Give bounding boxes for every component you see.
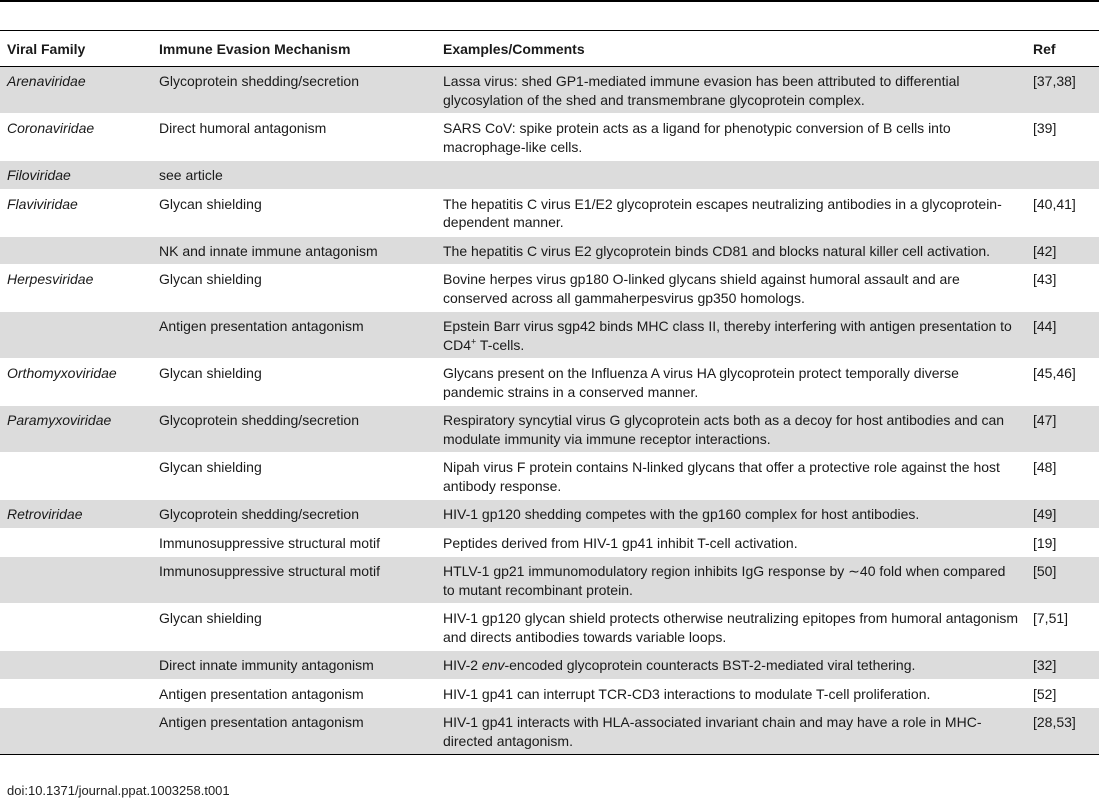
- cell-ref: [45,46]: [1026, 359, 1099, 406]
- example-text: Respiratory syncytial virus G glycoprotein acts both as a decoy for host antibodies and can modulate immunity via immune receptor interactions.: [443, 412, 1005, 447]
- table-header-row: [0, 32, 1099, 67]
- cell-mechanism: Glycoprotein shedding/secretion: [152, 406, 436, 453]
- table-row: [0, 708, 1099, 755]
- table-row: [0, 406, 1099, 453]
- table-row: [0, 453, 1099, 500]
- cell-mechanism: Immunosuppressive structural motif: [152, 557, 436, 604]
- cell-mechanism: Glycan shielding: [152, 453, 436, 500]
- cell-ref: [28,53]: [1026, 708, 1099, 755]
- cell-ref: [52]: [1026, 679, 1099, 708]
- cell-viral-family: Filoviridae: [0, 161, 152, 190]
- table-row: [0, 557, 1099, 604]
- example-text: Lassa virus: shed GP1-mediated immune evasion has been attributed to differential glycosylation of the shed and transmembrane glycoprotein complex.: [443, 73, 960, 108]
- cell-viral-family: [0, 453, 152, 500]
- cell-ref: [39]: [1026, 114, 1099, 161]
- cell-mechanism: Antigen presentation antagonism: [152, 679, 436, 708]
- table-row: [0, 651, 1099, 680]
- cell-example: [436, 604, 1026, 651]
- cell-example: [436, 406, 1026, 453]
- example-text-continued: T-cells.: [476, 336, 525, 353]
- table-row: [0, 67, 1099, 114]
- table-row: [0, 312, 1099, 359]
- example-text: Bovine herpes virus gp180 O-linked glycans shield against humoral assault and are conserved across all gammaherpesvirus gp350 homologs.: [443, 271, 960, 306]
- table-row: [0, 679, 1099, 708]
- table-header-top-rule: [0, 30, 1099, 31]
- cell-mechanism: NK and innate immune antagonism: [152, 236, 436, 265]
- cell-viral-family: Arenaviridae: [0, 67, 152, 114]
- header-ref: Ref: [1026, 32, 1099, 67]
- cell-example: [436, 236, 1026, 265]
- cell-viral-family: [0, 312, 152, 359]
- cell-example: [436, 500, 1026, 529]
- cell-viral-family: Retroviridae: [0, 500, 152, 529]
- cell-viral-family: Coronaviridae: [0, 114, 152, 161]
- cell-ref: [42]: [1026, 236, 1099, 265]
- table-row: [0, 528, 1099, 557]
- example-italic-text: env: [481, 657, 505, 673]
- example-text: Peptides derived from HIV-1 gp41 inhibit T-cell activation.: [443, 534, 798, 551]
- table-row: [0, 359, 1099, 406]
- cell-example: [436, 679, 1026, 708]
- cell-example: [436, 359, 1026, 406]
- cell-ref: [50]: [1026, 557, 1099, 604]
- cell-example: [436, 161, 1026, 190]
- example-text: HTLV-1 gp21 immunomodulatory region inhibits IgG response by ∼40 fold when compared to mutant recombinant protein.: [443, 563, 1006, 598]
- example-text: The hepatitis C virus E1/E2 glycoprotein escapes neutralizing antibodies in a glycoprotein-dependent manner.: [443, 195, 1002, 230]
- example-text: Epstein Barr virus sgp42 binds MHC class II, thereby interfering with antigen presentation to CD4: [443, 318, 1012, 353]
- example-text-continued: -encoded glycoprotein counteracts BST-2-mediated viral tethering.: [504, 657, 916, 673]
- cell-viral-family: [0, 604, 152, 651]
- cell-ref: [19]: [1026, 528, 1099, 557]
- cell-mechanism: see article: [152, 161, 436, 190]
- cell-mechanism: Glycan shielding: [152, 359, 436, 406]
- cell-viral-family: Paramyxoviridae: [0, 406, 152, 453]
- cell-ref: [49]: [1026, 500, 1099, 529]
- cell-viral-family: Herpesviridae: [0, 265, 152, 312]
- example-superscript: +: [471, 335, 477, 346]
- cell-mechanism: Antigen presentation antagonism: [152, 708, 436, 755]
- cell-example: [436, 189, 1026, 236]
- cell-example: [436, 528, 1026, 557]
- cell-mechanism: Glycoprotein shedding/secretion: [152, 67, 436, 114]
- cell-mechanism: Glycan shielding: [152, 604, 436, 651]
- example-text: HIV-1 gp41 can interrupt TCR-CD3 interactions to modulate T-cell proliferation.: [443, 685, 931, 702]
- example-text: HIV-1 gp120 shedding competes with the gp160 complex for host antibodies.: [443, 506, 920, 522]
- header-viral-family: Viral Family: [0, 32, 152, 67]
- example-text: The hepatitis C virus E2 glycoprotein binds CD81 and blocks natural killer cell activation.: [443, 242, 991, 259]
- cell-example: [436, 114, 1026, 161]
- example-text: SARS CoV: spike protein acts as a ligand for phenotypic conversion of B cells into macrophage-like cells.: [443, 120, 951, 155]
- example-text: HIV-1 gp41 interacts with HLA-associated invariant chain and may have a role in MHC-directed antagonism.: [443, 714, 982, 749]
- cell-example: [436, 651, 1026, 680]
- doi-caption[interactable]: doi:10.1371/journal.ppat.1003258.t001: [7, 783, 230, 798]
- table-row: [0, 265, 1099, 312]
- cell-mechanism: Glycan shielding: [152, 189, 436, 236]
- table-row: [0, 161, 1099, 190]
- header-immune-evasion-mechanism: Immune Evasion Mechanism: [152, 32, 436, 67]
- header-examples-comments: Examples/Comments: [436, 32, 1026, 67]
- cell-mechanism: Immunosuppressive structural motif: [152, 528, 436, 557]
- cell-viral-family: [0, 651, 152, 680]
- cell-ref: [47]: [1026, 406, 1099, 453]
- cell-mechanism: Antigen presentation antagonism: [152, 312, 436, 359]
- table-row: [0, 604, 1099, 651]
- cell-example: [436, 708, 1026, 755]
- cell-viral-family: [0, 557, 152, 604]
- example-text: HIV-2: [443, 657, 482, 673]
- cell-mechanism: Glycoprotein shedding/secretion: [152, 500, 436, 529]
- cell-example: [436, 67, 1026, 114]
- example-text: Glycans present on the Influenza A virus HA glycoprotein protect temporally diverse pandemic strains in a conserved manner.: [443, 365, 959, 400]
- cell-mechanism: Direct innate immunity antagonism: [152, 651, 436, 680]
- cell-ref: [37,38]: [1026, 67, 1099, 114]
- table-row: [0, 500, 1099, 529]
- example-text: HIV-1 gp120 glycan shield protects otherwise neutralizing epitopes from humoral antagonism and directs antibodies towards variable loops.: [443, 610, 1019, 645]
- viral-immune-evasion-table: [0, 32, 1099, 755]
- example-text: Nipah virus F protein contains N-linked glycans that offer a protective role against the host antibody response.: [443, 459, 1000, 494]
- cell-ref: [1026, 161, 1099, 190]
- table-row: [0, 236, 1099, 265]
- cell-viral-family: [0, 236, 152, 265]
- cell-example: [436, 557, 1026, 604]
- cell-ref: [32]: [1026, 651, 1099, 680]
- table-body: [0, 67, 1099, 755]
- cell-example: [436, 453, 1026, 500]
- cell-ref: [7,51]: [1026, 604, 1099, 651]
- cell-example: [436, 312, 1026, 359]
- cell-viral-family: Orthomyxoviridae: [0, 359, 152, 406]
- cell-ref: [48]: [1026, 453, 1099, 500]
- cell-ref: [40,41]: [1026, 189, 1099, 236]
- cell-example: [436, 265, 1026, 312]
- cell-ref: [44]: [1026, 312, 1099, 359]
- cell-ref: [43]: [1026, 265, 1099, 312]
- table-row: [0, 189, 1099, 236]
- cell-mechanism: Glycan shielding: [152, 265, 436, 312]
- cell-viral-family: [0, 708, 152, 755]
- cell-viral-family: [0, 528, 152, 557]
- table-row: [0, 114, 1099, 161]
- cell-viral-family: Flaviviridae: [0, 189, 152, 236]
- cell-viral-family: [0, 679, 152, 708]
- cell-mechanism: Direct humoral antagonism: [152, 114, 436, 161]
- table-top-rule: [0, 0, 1099, 2]
